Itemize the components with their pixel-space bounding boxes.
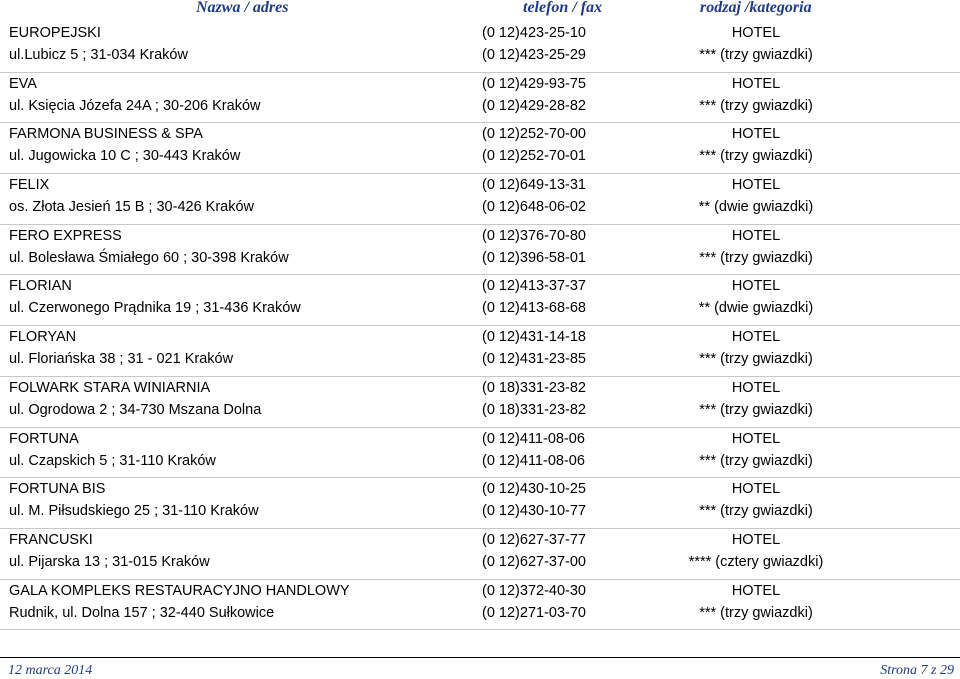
hotel-fax: (0 12)430-10-77: [482, 503, 586, 520]
hotel-address: ul. Księcia Józefa 24A ; 30-206 Kraków: [9, 97, 261, 114]
hotel-category: *** (trzy gwiazdki): [699, 148, 813, 165]
hotel-fax: (0 12)431-23-85: [482, 351, 586, 368]
hotel-phone: (0 12)423-25-10: [482, 25, 586, 41]
hotel-type: HOTEL: [731, 481, 781, 498]
hotel-fax: (0 12)413-68-68: [482, 300, 586, 317]
header-type-category: rodzaj /kategoria: [700, 0, 812, 16]
hotel-name: FARMONA BUSINESS & SPA: [9, 126, 203, 143]
hotel-type: HOTEL: [731, 531, 781, 548]
hotel-phone: (0 12)372-40-30: [482, 582, 586, 599]
hotel-address: ul. Czerwonego Prądnika 19 ; 31-436 Kraków: [9, 300, 301, 317]
hotel-address: os. Złota Jesień 15 B ; 30-426 Kraków: [9, 199, 255, 216]
hotel-phone: (0 12)413-37-37: [482, 278, 586, 295]
footer-page-number: Strona 7 z 29: [880, 663, 954, 678]
hotel-entry: [0, 377, 960, 428]
hotel-entry: [0, 275, 960, 326]
hotel-category: *** (trzy gwiazdki): [699, 47, 813, 63]
hotel-address: ul. Floriańska 38 ; 31 - 021 Kraków: [9, 351, 234, 368]
hotel-category: ** (dwie gwiazdki): [698, 199, 814, 216]
hotel-name: FLORIAN: [9, 278, 72, 295]
hotel-entry: [0, 174, 960, 225]
hotel-fax: (0 12)648-06-02: [482, 199, 586, 216]
hotel-phone: (0 12)252-70-00: [482, 126, 586, 143]
header-phone-fax: telefon / fax: [523, 0, 603, 16]
header-name-address: Nazwa / adres: [196, 0, 289, 16]
hotel-type: HOTEL: [731, 430, 781, 447]
hotel-type: HOTEL: [731, 126, 781, 143]
hotel-address: Rudnik, ul. Dolna 157 ; 32-440 Sułkowice: [9, 604, 275, 621]
hotel-fax: (0 12)271-03-70: [482, 604, 586, 621]
hotel-category: *** (trzy gwiazdki): [699, 503, 813, 520]
hotel-entry: [0, 478, 960, 529]
hotel-category: *** (trzy gwiazdki): [699, 249, 813, 266]
hotel-name: FOLWARK STARA WINIARNIA: [9, 379, 211, 396]
hotel-type: HOTEL: [731, 379, 781, 396]
hotel-category: *** (trzy gwiazdki): [699, 452, 813, 469]
column-header-bar: [0, 0, 960, 18]
hotel-fax: (0 12)627-37-00: [482, 553, 586, 570]
footer-divider: [0, 657, 960, 658]
hotel-category: **** (cztery gwiazdki): [688, 553, 824, 570]
hotel-name: GALA KOMPLEKS RESTAURACYJNO HANDLOWY: [9, 582, 350, 599]
hotel-name: FORTUNA BIS: [9, 481, 106, 498]
hotel-phone: (0 12)431-14-18: [482, 329, 586, 346]
hotel-phone: (0 12)411-08-06: [482, 430, 585, 447]
hotel-phone: (0 12)376-70-80: [482, 227, 586, 244]
hotel-phone: (0 18)331-23-82: [482, 379, 586, 396]
hotel-type: HOTEL: [731, 227, 781, 244]
hotel-category: *** (trzy gwiazdki): [699, 97, 813, 114]
hotel-category: *** (trzy gwiazdki): [699, 401, 813, 418]
hotel-fax: (0 12)429-28-82: [482, 97, 586, 114]
hotel-entry: [0, 225, 960, 276]
hotel-address: ul. Bolesława Śmiałego 60 ; 30-398 Kraków: [9, 249, 289, 266]
hotel-entry: [0, 529, 960, 580]
hotel-phone: (0 12)649-13-31: [482, 177, 586, 194]
hotel-name: FELIX: [9, 177, 50, 194]
footer-date: 12 marca 2014: [8, 663, 93, 678]
hotel-name: FLORYAN: [9, 329, 77, 346]
hotel-entry: [0, 123, 960, 174]
hotel-address: ul. Czapskich 5 ; 31-110 Kraków: [9, 452, 216, 469]
hotel-address: ul.Lubicz 5 ; 31-034 Kraków: [9, 47, 188, 63]
hotel-entry: [0, 580, 960, 631]
hotel-name: EVA: [9, 75, 37, 92]
hotel-phone: (0 12)627-37-77: [482, 531, 586, 548]
hotel-fax: (0 12)411-08-06: [482, 452, 585, 469]
hotel-fax: (0 12)396-58-01: [482, 249, 586, 266]
hotel-name: EUROPEJSKI: [9, 25, 101, 41]
hotel-list: [0, 22, 960, 630]
hotel-address: ul. Pijarska 13 ; 31-015 Kraków: [9, 553, 210, 570]
hotel-entry: [0, 326, 960, 377]
hotel-entry: [0, 428, 960, 479]
hotel-category: *** (trzy gwiazdki): [699, 351, 813, 368]
hotel-address: ul. Jugowicka 10 C ; 30-443 Kraków: [9, 148, 241, 165]
hotel-phone: (0 12)430-10-25: [482, 481, 586, 498]
hotel-address: ul. M. Piłsudskiego 25 ; 31-110 Kraków: [9, 503, 259, 520]
hotel-entry: [0, 73, 960, 124]
hotel-type: HOTEL: [731, 177, 781, 194]
hotel-fax: (0 18)331-23-82: [482, 401, 586, 418]
hotel-type: HOTEL: [731, 329, 781, 346]
hotel-fax: (0 12)423-25-29: [482, 47, 586, 63]
hotel-name: FRANCUSKI: [9, 531, 93, 548]
hotel-type: HOTEL: [731, 582, 781, 599]
hotel-fax: (0 12)252-70-01: [482, 148, 586, 165]
hotel-name: FERO EXPRESS: [9, 227, 122, 244]
hotel-type: HOTEL: [731, 278, 781, 295]
hotel-category: ** (dwie gwiazdki): [698, 300, 814, 317]
hotel-phone: (0 12)429-93-75: [482, 75, 586, 92]
hotel-type: HOTEL: [731, 75, 781, 92]
hotel-address: ul. Ogrodowa 2 ; 34-730 Mszana Dolna: [9, 401, 262, 418]
hotel-type: HOTEL: [731, 25, 781, 41]
hotel-name: FORTUNA: [9, 430, 79, 447]
hotel-category: *** (trzy gwiazdki): [699, 604, 813, 621]
hotel-entry: [0, 22, 960, 73]
